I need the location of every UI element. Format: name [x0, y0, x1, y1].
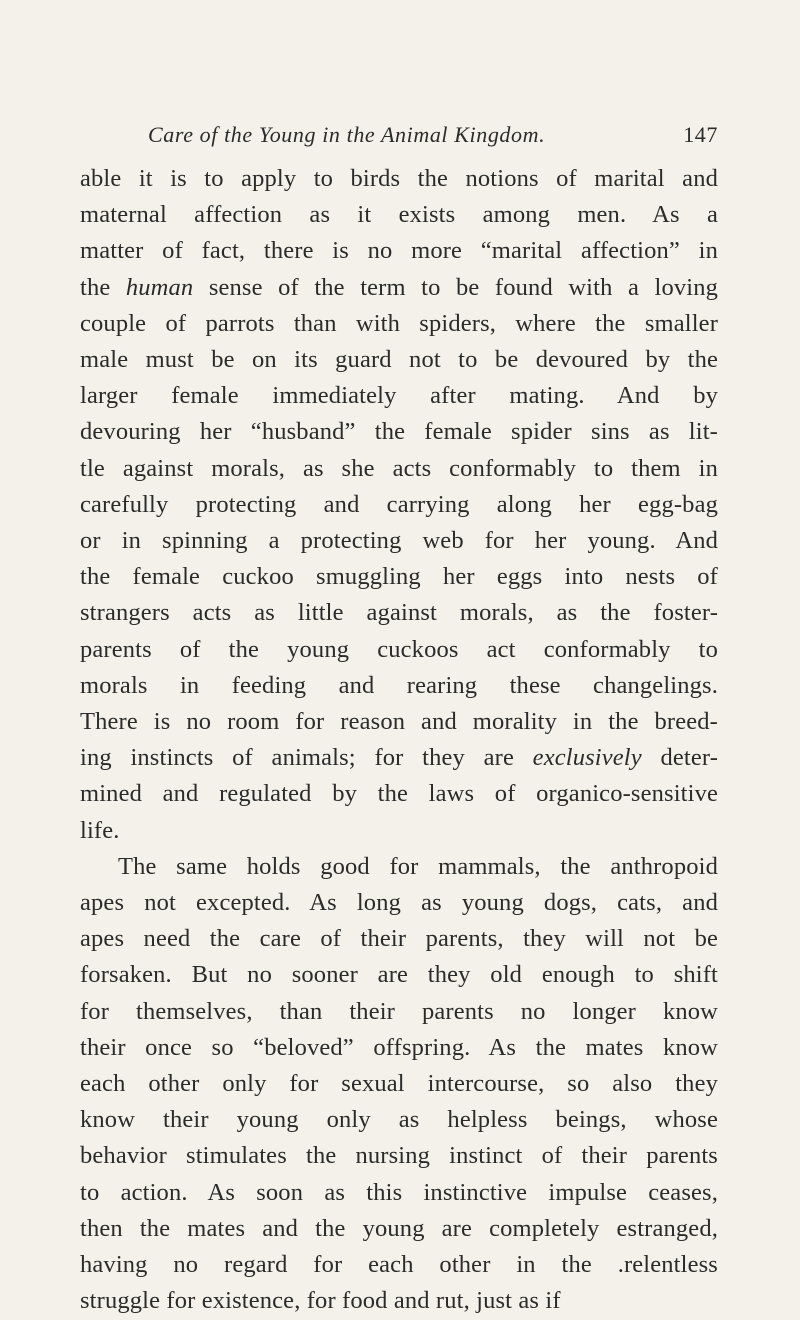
running-title: Care of the Young in the Animal Kingdom.: [148, 122, 546, 147]
running-head: [148, 122, 718, 152]
text-line: matter of fact, there is no more “marital affection” in: [80, 237, 718, 265]
text-line: apes not excepted. As long as young dogs, cats, and: [80, 889, 718, 916]
text-line: parents of the young cuckoos act conformably to: [80, 635, 718, 663]
text-line: devouring her “husband” the female spider sins as lit-: [80, 418, 718, 446]
text-line: strangers acts as little against morals, as the foster-: [80, 599, 718, 627]
text-line: There is no room for reason and morality in the breed-: [80, 708, 718, 735]
text-line: tle against morals, as she acts conformably to them in: [80, 454, 718, 482]
text-line: The same holds good for mammals, the anthropoid: [118, 852, 718, 880]
text-line: able it is to apply to birds the notions of marital and: [80, 165, 718, 192]
italic-word: human: [125, 273, 194, 301]
text-line: to action. As soon as this instinctive impulse ceases,: [80, 1178, 718, 1206]
text-line: forsaken. But no sooner are they old enough to shift: [80, 961, 718, 989]
text-line: or in spinning a protecting web for her young. And: [80, 527, 718, 554]
text-line: then the mates and the young are completely estranged,: [80, 1214, 718, 1242]
text-line: life.: [80, 816, 120, 844]
text-line: the female cuckoo smuggling her eggs into nests of: [80, 563, 718, 591]
page-number: 147: [683, 122, 718, 147]
text-line: mined and regulated by the laws of organico-sensitive: [80, 780, 718, 808]
text-line: larger female immediately after mating. And by: [80, 382, 718, 410]
text-line: apes need the care of their parents, they will not be: [80, 925, 718, 953]
text-line: struggle for existence, for food and rut, just as if: [80, 1287, 561, 1315]
text-line: morals in feeding and rearing these changelings.: [80, 671, 718, 699]
text-line: know their young only as helpless beings, whose: [80, 1106, 718, 1134]
text-line: male must be on its guard not to be devoured by the: [80, 346, 718, 373]
text-line: each other only for sexual intercourse, so also they: [80, 1070, 718, 1097]
text-line: having no regard for each other in the .relentless: [80, 1251, 718, 1278]
text-line: maternal affection as it exists among men. As a: [80, 201, 718, 229]
text-line: couple of parrots than with spiders, where the smaller: [80, 309, 718, 337]
text-line: for themselves, than their parents no longer know: [80, 997, 718, 1025]
text-line: their once so “beloved” offspring. As the mates know: [80, 1033, 718, 1061]
text-line: behavior stimulates the nursing instinct of their parents: [80, 1142, 718, 1170]
italic-word: exclusively: [532, 744, 642, 772]
text-line: the human sense of the term to be found with a loving: [80, 273, 718, 301]
text-line: carefully protecting and carrying along her egg-bag: [80, 490, 718, 518]
text-line: ing instincts of animals; for they are exclusively deter-: [80, 744, 719, 772]
